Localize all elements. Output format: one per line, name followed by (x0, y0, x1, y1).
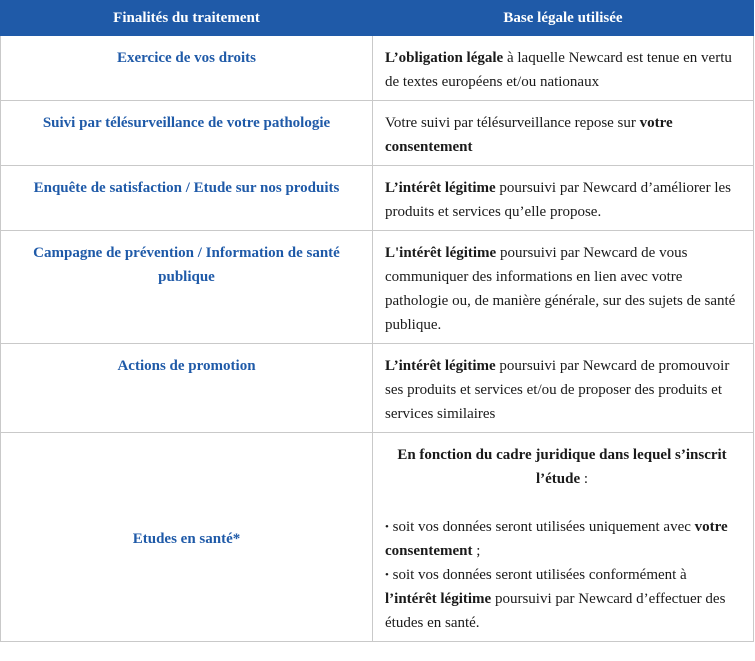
base-legale-cell (373, 36, 754, 101)
text: à laquelle Newcard est tenue en vertu de textes européens et/ou nationaux (385, 50, 732, 90)
text: : (580, 471, 589, 487)
table-row (1, 231, 754, 344)
bold-text: L’obligation légale (385, 50, 504, 66)
bold-text: votre consentement (385, 519, 728, 559)
text: poursuivi par Newcard d’effectuer des études en santé. (385, 591, 726, 631)
table-row (1, 166, 754, 231)
table-row (1, 36, 754, 101)
text: ; (472, 543, 481, 559)
table-row (1, 344, 754, 433)
bold-text: En fonction du cadre juridique dans lequel s’inscrit l’étude (397, 447, 727, 487)
bullet-icon: • (385, 521, 389, 533)
finalite-cell: Etudes en santé* (1, 433, 373, 642)
bold-text: L'intérêt légitime (385, 245, 497, 261)
bullet-item (385, 515, 739, 563)
text: soit vos données seront utilisées uniquement avec (388, 519, 695, 535)
base-legale-cell (373, 433, 754, 642)
header-base-legale: Base légale utilisée (373, 1, 754, 36)
text: poursuivi par Newcard d’améliorer les produits et services qu’elle propose. (385, 180, 731, 220)
bold-text: L’intérêt légitime (385, 180, 496, 196)
bold-text: l’intérêt légitime (385, 591, 492, 607)
header-finalites: Finalités du traitement (1, 1, 373, 36)
text: soit vos données seront utilisées conformément à (388, 567, 687, 583)
finalite-cell: Exercice de vos droits (1, 36, 373, 101)
base-legale-cell (373, 344, 754, 433)
etudes-intro (385, 443, 739, 491)
base-legale-cell (373, 101, 754, 166)
text: poursuivi par Newcard de vous communiquer des informations en lien avec votre pathologie ou, de manière générale, sur des sujets de santé publique. (385, 245, 736, 333)
table-row (1, 101, 754, 166)
finalite-cell: Enquête de satisfaction / Etude sur nos produits (1, 166, 373, 231)
base-legale-cell (373, 166, 754, 231)
finalite-cell: Actions de promotion (1, 344, 373, 433)
bullet-item (385, 563, 739, 635)
finalite-cell: Suivi par télésurveillance de votre pathologie (1, 101, 373, 166)
bold-text: L’intérêt légitime (385, 358, 496, 374)
bullet-icon: • (385, 569, 389, 581)
bold-text: votre consentement (385, 115, 673, 155)
spacer (385, 491, 739, 515)
text: Votre suivi par télésurveillance repose sur (385, 115, 640, 131)
finalite-cell: Campagne de prévention / Information de santé publique (1, 231, 373, 344)
table-header-row (1, 1, 754, 36)
table-row (1, 433, 754, 642)
base-legale-cell (373, 231, 754, 344)
text: poursuivi par Newcard de promouvoir ses produits et services et/ou de proposer des produits et services similaires (385, 358, 730, 422)
